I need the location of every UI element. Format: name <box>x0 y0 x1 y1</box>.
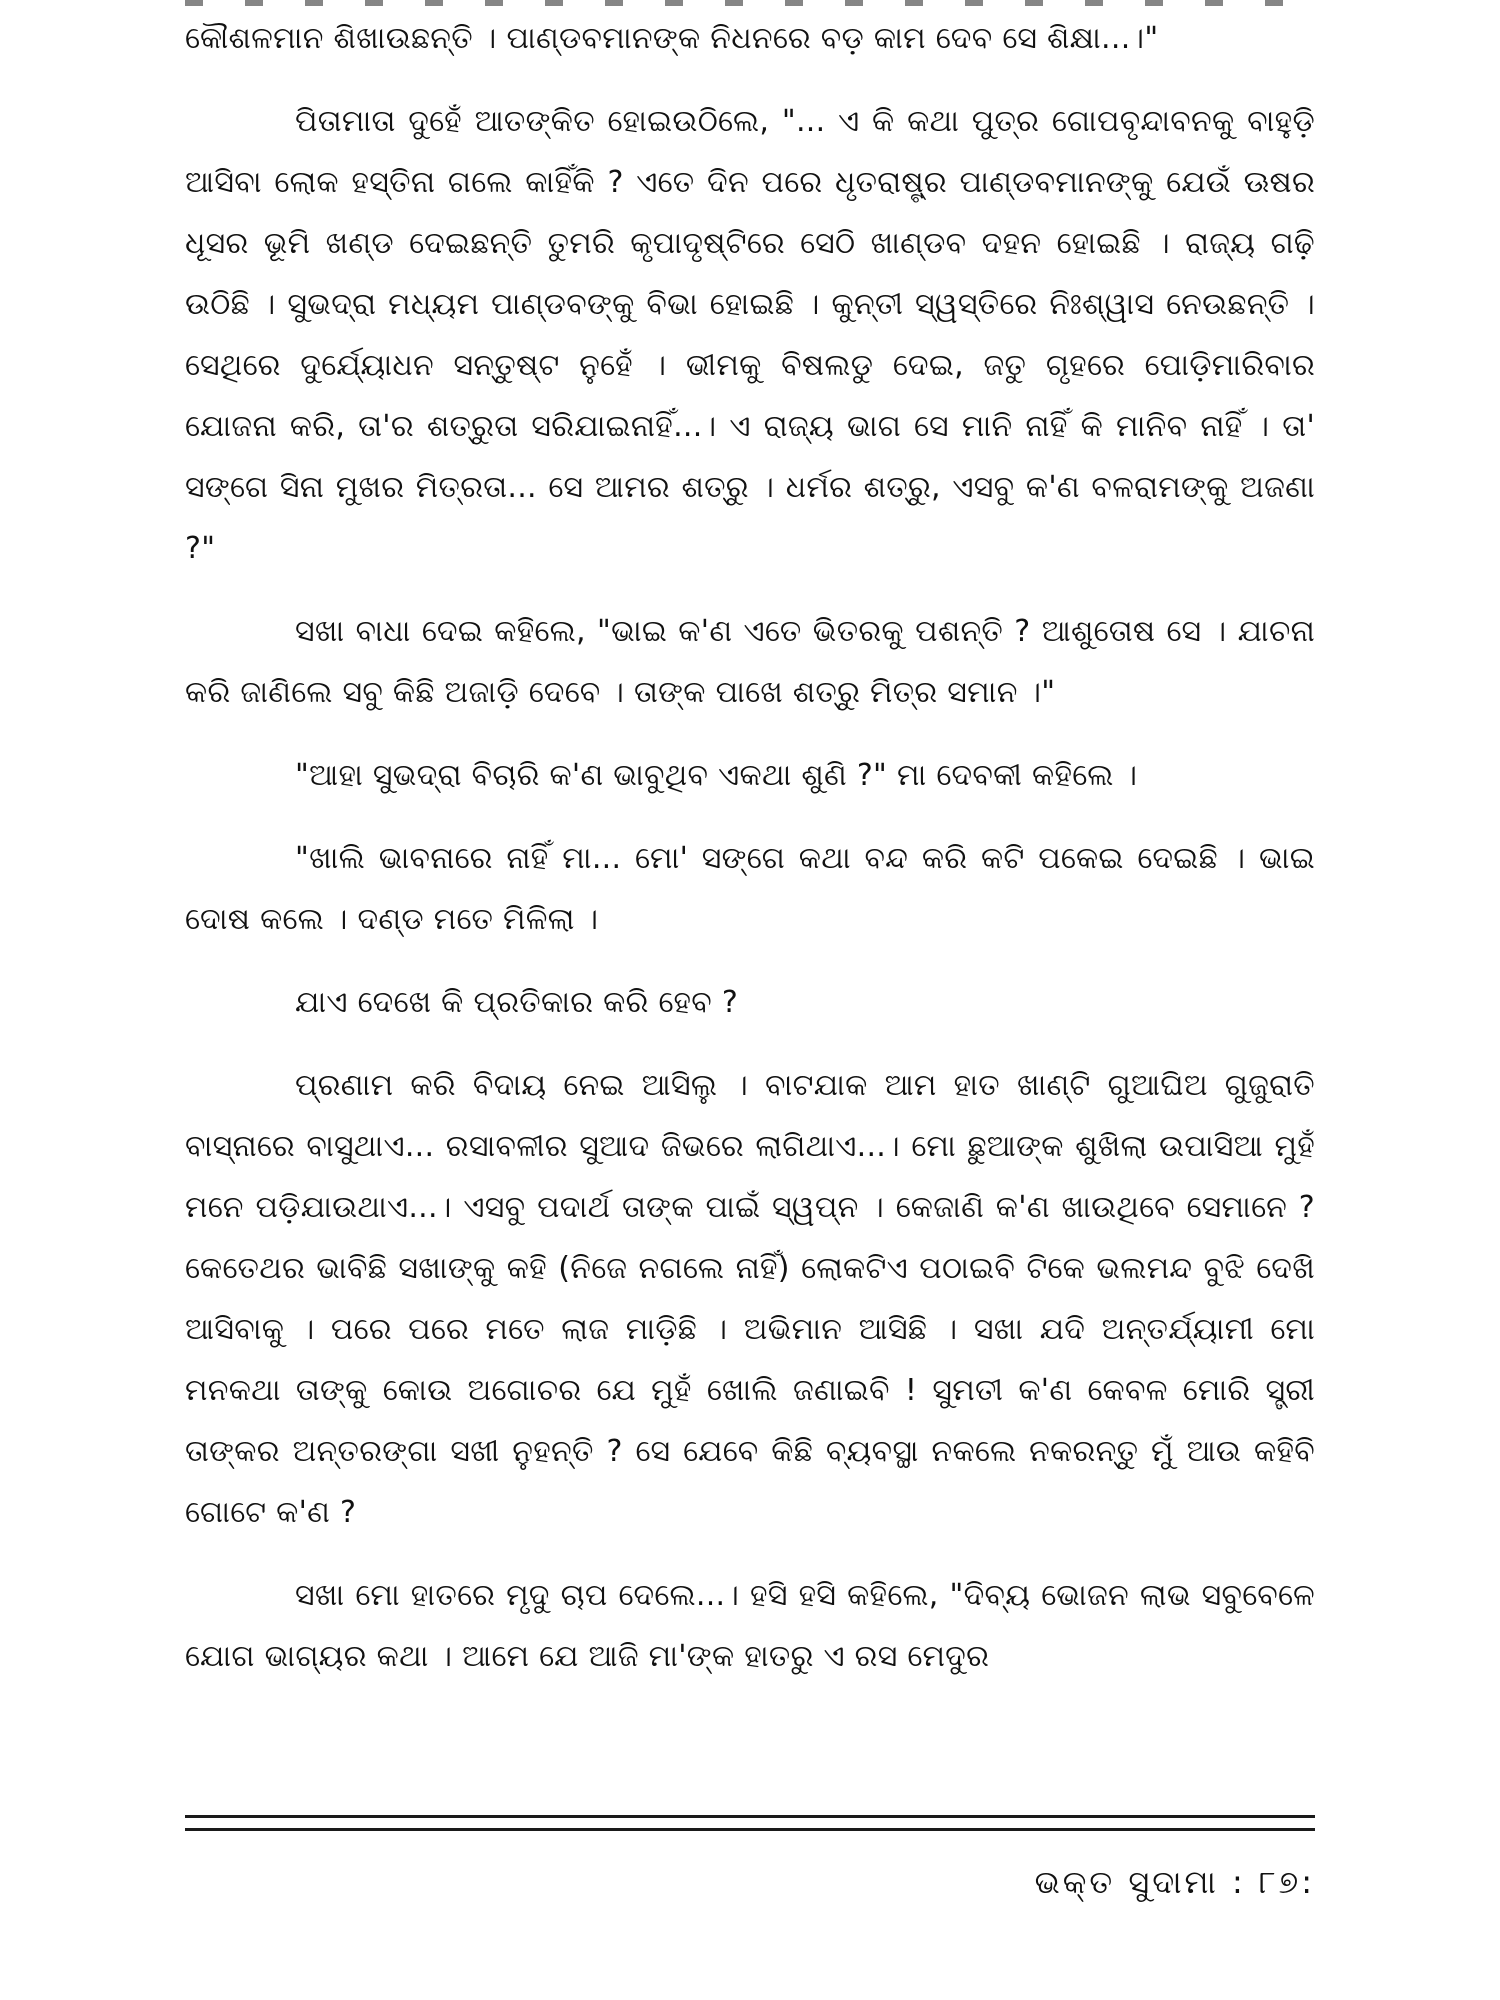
book-title: ଭକ୍ତ ସୁଦାମା <box>1034 1863 1219 1901</box>
footer-double-rule <box>185 1815 1315 1831</box>
footer-separator: : <box>1231 1863 1246 1901</box>
rule-line <box>185 1815 1315 1818</box>
paragraph: ପ୍ରଣାମ କରି ବିଦାୟ ନେଇ ଆସିଲୁ । ବାଟଯାକ ଆମ ହାତ ଖାଣ୍ଟି ଗୁଆଘିଅ ଗୁଜୁରାତି ବାସ୍ନାରେ ବାସୁଥାଏ... ରସାବଳୀର ସୁଆଦ ଜିଭରେ ଲାଗିଥାଏ...। ମୋ ଛୁଆଙ୍କ ଶୁଖିଲା ଉପାସିଆ ମୁହଁ ମନେ ପଡ଼ିଯାଉଥାଏ...। ଏସବୁ ପଦାର୍ଥ ତାଙ୍କ ପାଇଁ ସ୍ୱପ୍ନ । କେଜାଣି କ'ଣ ଖାଉଥିବେ ସେମାନେ ? କେତେଥର ଭାବିଛି ସଖାଙ୍କୁ କହି (ନିଜେ ନଗଲେ ନାହିଁ) ଲୋକଟିଏ ପଠାଇବି ଟିକେ ଭଲମନ୍ଦ ବୁଝି ଦେଖି ଆସିବାକୁ । ପରେ ପରେ ମତେ ଲାଜ ମାଡ଼ିଛି । ଅଭିମାନ ଆସିଛି । ସଖା ଯଦି ଅନ୍ତର୍ଯ୍ୟାମୀ ମୋ ମନକଥା ତାଙ୍କୁ କୋଉ ଅଗୋଚର ଯେ ମୁହଁ ଖୋଲି ଜଣାଇବି ! ସୁମତୀ କ'ଣ କେବଳ ମୋରି ସ୍ତ୍ରୀ ତାଙ୍କର ଅନ୍ତରଙ୍ଗା ସଖୀ ନୁହନ୍ତି ? ସେ ଯେବେ କିଛି ବ୍ୟବସ୍ଥା ନକଲେ ନକରନ୍ତୁ ମୁଁ ଆଉ କହିବି ଗୋଟେ କ'ଣ ? <box>185 1068 1315 1530</box>
paragraph: "ଖାଲି ଭାବନାରେ ନାହିଁ ମା... ମୋ' ସଙ୍ଗେ କଥା ବନ୍ଦ କରି କଟି ପକେଇ ଦେଇଛି । ଭାଇ ଦୋଷ କଲେ । ଦଣ୍ଡ ମତେ ମିଳିଲା । <box>185 841 1315 937</box>
page-number: ୮୭ <box>1258 1863 1302 1901</box>
cropped-previous-line <box>185 0 1315 6</box>
body-text <box>185 8 1315 1709</box>
paragraph: ସଖା ବାଧା ଦେଇ କହିଲେ, "ଭାଇ କ'ଣ ଏତେ ଭିତରକୁ ପଶନ୍ତି ? ଆଶୁତୋଷ ସେ । ଯାଚନା କରି ଜାଣିଲେ ସବୁ କିଛି ଅଜାଡ଼ି ଦେବେ । ତାଙ୍କ ପାଖେ ଶତ୍ରୁ ମିତ୍ର ସମାନ ।" <box>185 614 1315 710</box>
footer-trailing-mark: : <box>1301 1863 1315 1901</box>
paragraph: "ଆହା ସୁଭଦ୍ରା ବିଚାରି କ'ଣ ଭାବୁଥିବ ଏକଥା ଶୁଣି ?" ମା ଦେବକୀ କହିଲେ । <box>295 758 1138 793</box>
paragraph: ଯାଏ ଦେଖେ କି ପ୍ରତିକାର କରି ହେବ ? <box>295 985 739 1020</box>
rule-line <box>185 1828 1315 1831</box>
paragraph: ସଖା ମୋ ହାତରେ ମୃଦୁ ଚାପ ଦେଲେ...। ହସି ହସି କହିଲେ, "ଦିବ୍ୟ ଭୋଜନ ଲାଭ ସବୁବେଳେ ଯୋଗ ଭାଗ୍ୟର କଥା । ଆମେ ଯେ ଆଜି ମା'ଙ୍କ ହାତରୁ ଏ ରସ ମେଦୁର <box>185 1578 1315 1674</box>
page-footer <box>1035 1858 1315 1906</box>
paragraph: ପିତାମାତା ଦୁହେଁ ଆତଙ୍କିତ ହୋଇଉଠିଲେ, "... ଏ କି କଥା ପୁତ୍ର ଗୋପବୃନ୍ଦାବନକୁ ବାହୁଡ଼ି ଆସିବା ଲୋକ ହସ୍ତିନା ଗଲେ କାହିଁକି ? ଏତେ ଦିନ ପରେ ଧୃତରାଷ୍ଟ୍ର ପାଣ୍ଡବମାନଙ୍କୁ ଯେଉଁ ଊଷର ଧୂସର ଭୂମି ଖଣ୍ଡ ଦେଇଛନ୍ତି ତୁମରି କୃପାଦୃଷ୍ଟିରେ ସେଠି ଖାଣ୍ଡବ ଦହନ ହୋଇଛି । ରାଜ୍ୟ ଗଢ଼ି ଉଠିଛି । ସୁଭଦ୍ରା ମଧ୍ୟମ ପାଣ୍ଡବଙ୍କୁ ବିଭା ହୋଇଛି । କୁନ୍ତୀ ସ୍ୱସ୍ତିରେ ନିଃଶ୍ୱାସ ନେଉଛନ୍ତି । ସେଥିରେ ଦୁର୍ଯ୍ୟୋଧନ ସନ୍ତୁଷ୍ଟ ନୁହେଁ । ଭୀମକୁ ବିଷଲଡୁ ଦେଇ, ଜତୁ ଗୃହରେ ପୋଡ଼ିମାରିବାର ଯୋଜନା କରି, ତା'ର ଶତ୍ରୁତା ସରିଯାଇନାହିଁ...। ଏ ରାଜ୍ୟ ଭାଗ ସେ ମାନି ନାହିଁ କି ମାନିବ ନାହିଁ । ତା' ସଙ୍ଗେ ସିନା ମୁଖର ମିତ୍ରତା... ସେ ଆମର ଶତ୍ରୁ । ଧର୍ମର ଶତ୍ରୁ, ଏସବୁ କ'ଣ ବଳରାମଙ୍କୁ ଅଜଣା ?" <box>185 104 1315 566</box>
paragraph: କୌଶଳମାନ ଶିଖାଉଛନ୍ତି । ପାଣ୍ଡବମାନଙ୍କ ନିଧନରେ ବଡ଼ କାମ ଦେବ ସେ ଶିକ୍ଷା...।" <box>185 21 1159 56</box>
